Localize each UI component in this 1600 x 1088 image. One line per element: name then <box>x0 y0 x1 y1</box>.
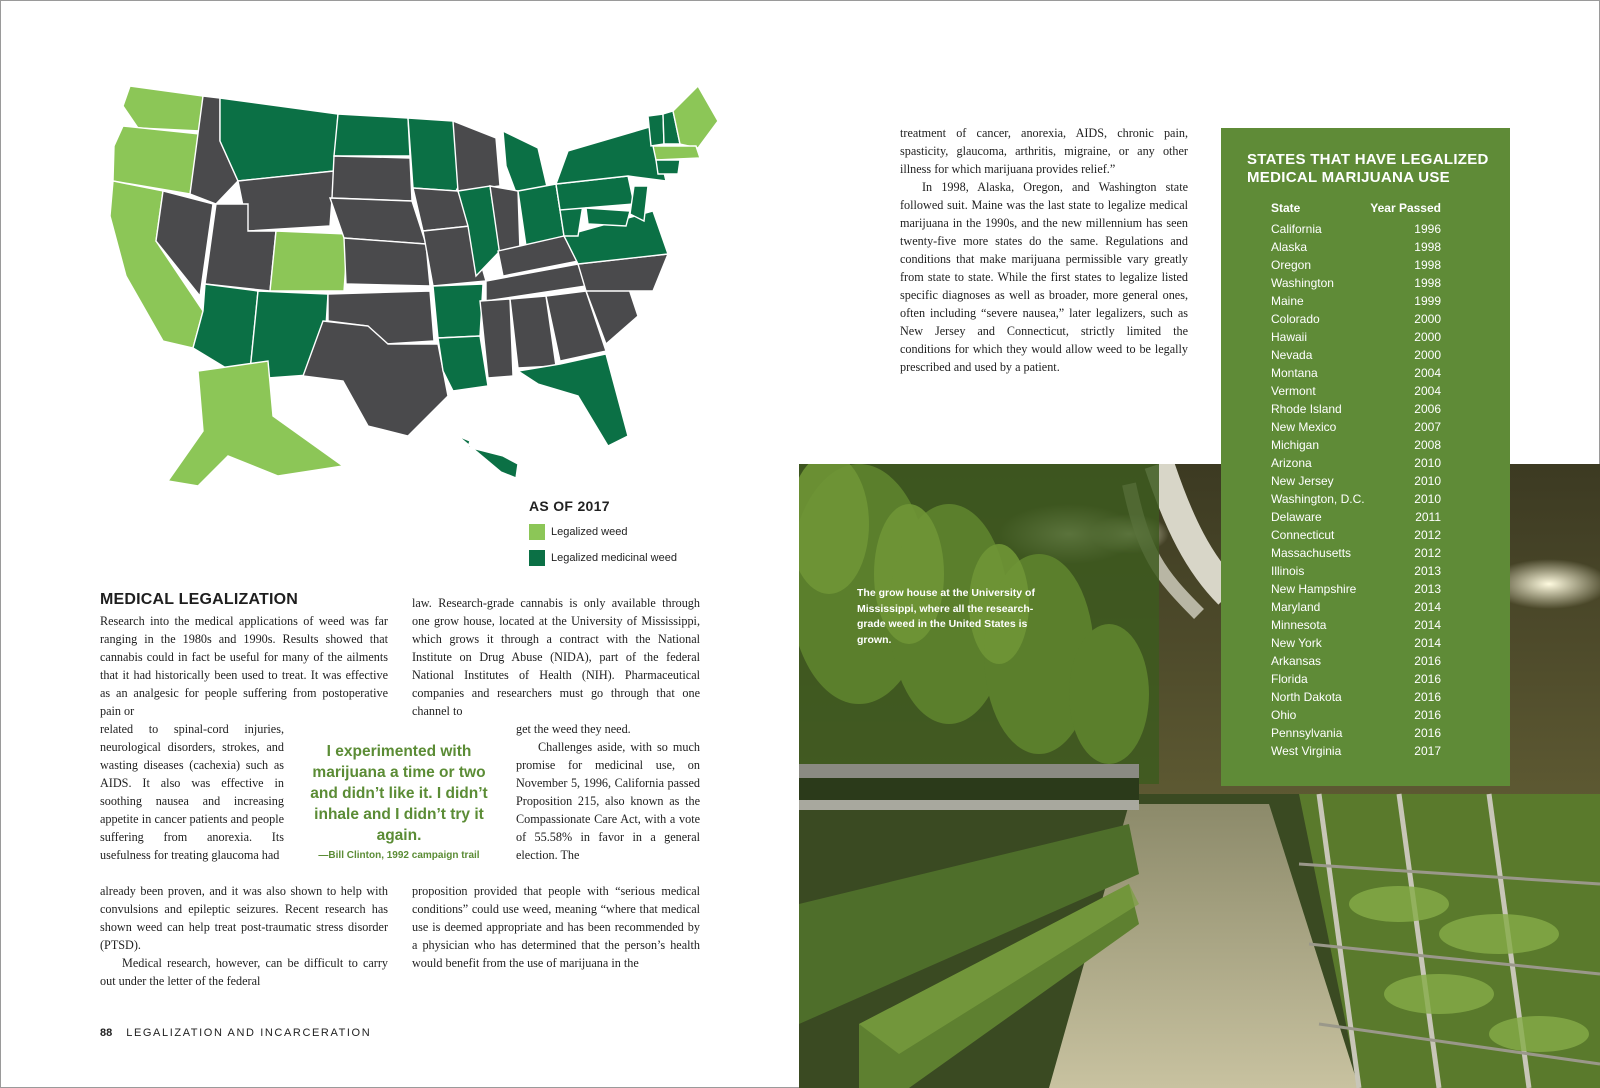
table-row <box>1271 454 1441 472</box>
body-column-1b <box>100 720 284 864</box>
state-shape-hawaii <box>456 436 518 478</box>
year-passed: 2016 <box>1414 654 1441 668</box>
state-name: New York <box>1271 636 1322 650</box>
year-passed: 2014 <box>1414 636 1441 650</box>
state-shape-wisconsin <box>453 121 500 191</box>
legend-title: AS OF 2017 <box>529 498 610 514</box>
pull-quote-attribution: —Bill Clinton, 1992 campaign trail <box>318 850 480 861</box>
state-name: Minnesota <box>1271 618 1327 632</box>
state-shape-connecticut <box>656 160 680 174</box>
sidebar-title-line: STATES THAT HAVE LEGALIZED <box>1247 151 1489 168</box>
state-name: Arkansas <box>1271 654 1322 668</box>
table-row <box>1271 274 1441 292</box>
paragraph: Challenges aside, with so much promise for medicinal use, on November 5, 1996, California passed Proposition 215, also known as the Compassionate Care Act, with a vote of 55.58% in favor in a general election. The <box>516 740 700 862</box>
sidebar-title <box>1247 151 1489 187</box>
state-name: North Dakota <box>1271 690 1342 704</box>
pull-quote: I experimented with marijuana a time or two and didn’t like it. I didn’t inhale and I didn’t try it again. <box>310 743 488 844</box>
paragraph: proposition provided that people with “serious medical conditions” could use weed, meaning “where that medical use is deemed appropriate and has been recommended by a physician who has determined that the person’s health would benefit from the use of marijuana in the <box>412 884 700 970</box>
state-name: Illinois <box>1271 564 1305 578</box>
state-name: Ohio <box>1271 708 1297 722</box>
paragraph: already been proven, and it was also shown to help with convulsions and epileptic seizures. Recent research has shown weed can help treat post-traumatic stress disorder (PTSD). <box>100 884 388 952</box>
state-shape-massachusetts <box>653 146 700 160</box>
paragraph: related to spinal-cord injuries, neurological disorders, strokes, and wasting diseases (cachexia) such as AIDS. It also was effective in soothing nausea and increasing appetite in cancer patients and people suffering from anorexia. Its usefulness for treating glaucoma had <box>100 722 284 862</box>
table-row <box>1271 706 1441 724</box>
state-shape-northdakota <box>334 114 410 156</box>
year-passed: 2014 <box>1414 600 1441 614</box>
year-passed: 2000 <box>1414 348 1441 362</box>
table-row <box>1271 688 1441 706</box>
year-passed: 1999 <box>1414 294 1441 308</box>
state-name: Florida <box>1271 672 1308 686</box>
year-passed: 2006 <box>1414 402 1441 416</box>
table-row <box>1271 238 1441 256</box>
state-name: Montana <box>1271 366 1318 380</box>
paragraph: In 1998, Alaska, Oregon, and Washington state followed suit. Maine was the last state to legalize medical marijuana in the 1990s, and the new millennium has seen twenty-five more states do the same. Regulations and conditions that make marijuana permissible vary greatly from state to state. While the first states to legalize listed specific diagnoses as well as broader, more general ones, often including “severe nausea,” later legalizers, such as New Jersey and Connecticut, strictly limited the conditions for which they would allow weed to be legally prescribed and used by a patient. <box>900 180 1188 374</box>
table-row <box>1271 508 1441 526</box>
legend-item-medical <box>529 550 677 566</box>
state-name: New Hampshire <box>1271 582 1357 596</box>
year-passed: 2014 <box>1414 618 1441 632</box>
table-row <box>1271 544 1441 562</box>
state-name: Colorado <box>1271 312 1320 326</box>
paragraph: treatment of cancer, anorexia, AIDS, chronic pain, spasticity, glaucoma, arthritis, migraine, or any other illness for which marijuana provides relief.” <box>900 126 1188 176</box>
state-name: West Virginia <box>1271 744 1342 758</box>
state-shape-southdakota <box>332 156 412 201</box>
legend-item-legal <box>529 524 677 540</box>
table-row <box>1271 526 1441 544</box>
state-name: Michigan <box>1271 438 1320 452</box>
table-row <box>1271 652 1441 670</box>
table-row <box>1271 490 1441 508</box>
year-passed: 2012 <box>1414 546 1441 560</box>
paragraph: Research into the medical applications of weed was far ranging in the 1980s and 1990s. Results showed that cannabis could in fact be useful for many of the ailments that it had historically been used to treat. It was effective as an analgesic for people suffering from postoperative pain or <box>100 614 388 718</box>
table-row <box>1271 634 1441 652</box>
state-name: Hawaii <box>1271 330 1308 344</box>
state-name: Rhode Island <box>1271 402 1342 416</box>
table-row <box>1271 472 1441 490</box>
table-row <box>1271 436 1441 454</box>
table-row <box>1271 724 1441 742</box>
table-row <box>1271 220 1441 238</box>
state-shape-maryland <box>586 208 630 226</box>
table-row <box>1271 742 1441 760</box>
state-name: New Jersey <box>1271 474 1334 488</box>
table-row <box>1271 364 1441 382</box>
table-body <box>1271 220 1441 760</box>
table-row <box>1271 562 1441 580</box>
page-footer <box>100 1027 371 1039</box>
state-name: Washington <box>1271 276 1334 290</box>
state-shape-kansas <box>344 238 430 286</box>
table-row <box>1271 616 1441 634</box>
year-passed: 2010 <box>1414 474 1441 488</box>
year-passed: 2004 <box>1414 366 1441 380</box>
state-shape-vermont <box>648 114 664 146</box>
year-passed: 2016 <box>1414 690 1441 704</box>
year-passed: 2000 <box>1414 330 1441 344</box>
year-passed: 2007 <box>1414 420 1441 434</box>
year-passed: 2016 <box>1414 708 1441 722</box>
state-shape-montana <box>220 98 338 181</box>
state-shape-arkansas <box>433 284 483 338</box>
legend-swatch-medical <box>529 550 545 566</box>
state-name: Washington, D.C. <box>1271 492 1365 506</box>
year-passed: 1996 <box>1414 222 1441 236</box>
body-column-1a <box>100 612 388 720</box>
year-passed: 2013 <box>1414 564 1441 578</box>
state-name: New Mexico <box>1271 420 1337 434</box>
state-name: Arizona <box>1271 456 1312 470</box>
photo-caption: The grow house at the University of Mississippi, where all the research-grade weed in the United States is grown. <box>857 587 1035 646</box>
state-shape-maine <box>673 86 718 148</box>
state-shape-arizona <box>193 284 258 371</box>
state-shape-wyoming <box>238 171 334 231</box>
column-header-state: State <box>1271 201 1301 215</box>
state-name: Nevada <box>1271 348 1313 362</box>
year-passed: 2013 <box>1414 582 1441 596</box>
state-shape-nebraska <box>330 198 426 244</box>
year-passed: 1998 <box>1414 258 1441 272</box>
body-column-1c <box>100 882 388 990</box>
state-name: Massachusetts <box>1271 546 1352 560</box>
us-map <box>108 86 718 526</box>
table-row <box>1271 346 1441 364</box>
table-row <box>1271 418 1441 436</box>
state-name: Connecticut <box>1271 528 1335 542</box>
legend-label: Legalized medicinal weed <box>551 552 677 564</box>
state-name: Delaware <box>1271 510 1322 524</box>
paragraph: get the weed they need. <box>516 722 631 736</box>
year-passed: 2012 <box>1414 528 1441 542</box>
year-passed: 1998 <box>1414 276 1441 290</box>
year-passed: 2016 <box>1414 726 1441 740</box>
state-name: California <box>1271 222 1322 236</box>
column-header-year: Year Passed <box>1370 201 1441 215</box>
table-row <box>1271 400 1441 418</box>
state-name: Oregon <box>1271 258 1312 272</box>
state-shape-colorado <box>270 231 348 291</box>
table-row <box>1271 292 1441 310</box>
running-title: LEGALIZATION AND INCARCERATION <box>126 1027 372 1039</box>
year-passed: 2010 <box>1414 456 1441 470</box>
table-row <box>1271 670 1441 688</box>
year-passed: 2004 <box>1414 384 1441 398</box>
paragraph: law. Research-grade cannabis is only available through one grow house, located at the University of Mississippi, which grows it through a contract with the National Institute on Drug Abuse (NIDA), part of the federal National Institutes of Health (NIH). Pharmaceutical companies and researchers must go through that one channel to <box>412 596 700 718</box>
state-shape-washington <box>123 86 203 131</box>
body-column-2a <box>412 594 700 720</box>
sidebar-box <box>1221 128 1510 786</box>
table-row <box>1271 256 1441 274</box>
body-column-2b <box>516 720 700 864</box>
state-shape-newjersey <box>630 186 648 221</box>
legend-label: Legalized weed <box>551 526 628 538</box>
page-number: 88 <box>100 1027 113 1039</box>
paragraph: Medical research, however, can be difficult to carry out under the letter of the federal <box>100 956 388 988</box>
state-shape-alaska <box>168 361 343 486</box>
year-passed: 2017 <box>1414 744 1441 758</box>
table-row <box>1271 580 1441 598</box>
state-name: Maryland <box>1271 600 1321 614</box>
table-row <box>1271 310 1441 328</box>
section-heading: MEDICAL LEGALIZATION <box>100 591 299 608</box>
legend-swatch-legal <box>529 524 545 540</box>
state-name: Pennsylvania <box>1271 726 1343 740</box>
state-name: Alaska <box>1271 240 1308 254</box>
year-passed: 2000 <box>1414 312 1441 326</box>
table-row <box>1271 598 1441 616</box>
sidebar-title-line: MEDICAL MARIJUANA USE <box>1247 169 1450 186</box>
table-row <box>1271 382 1441 400</box>
year-passed: 1998 <box>1414 240 1441 254</box>
state-name: Vermont <box>1271 384 1316 398</box>
year-passed: 2016 <box>1414 672 1441 686</box>
table-row <box>1271 328 1441 346</box>
year-passed: 2010 <box>1414 492 1441 506</box>
year-passed: 2008 <box>1414 438 1441 452</box>
state-name: Maine <box>1271 294 1304 308</box>
year-passed: 2011 <box>1415 510 1441 524</box>
body-column-2c <box>412 882 700 972</box>
state-shape-florida <box>518 354 628 446</box>
map-legend <box>529 498 677 566</box>
right-column-p1 <box>900 124 1188 376</box>
